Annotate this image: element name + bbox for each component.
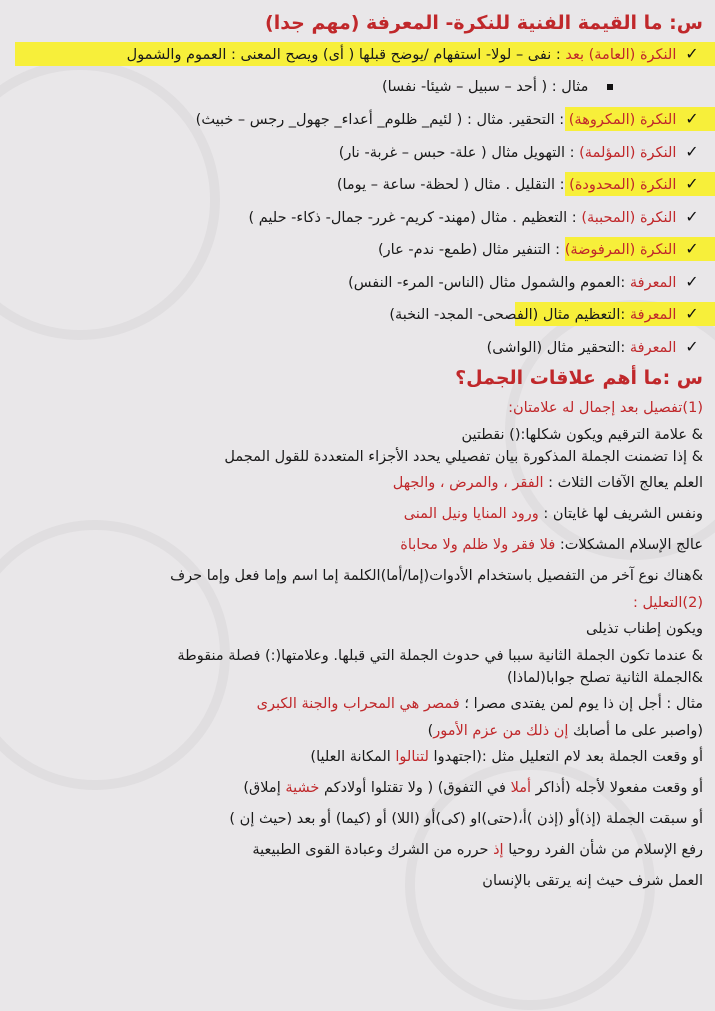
list-item [10,266,703,299]
checkmark-icon: ✓ [685,174,699,193]
list-item [10,38,703,71]
list-item [10,201,703,234]
item-text: : التقليل . مثال ( لحظة- ساعة – يوما) [336,177,565,193]
example-line [10,835,703,866]
item-text: :التعظيم مثال (الفصحى- المجد- النخبة) [389,307,626,323]
example-line [10,499,703,530]
subsection-title: (2)التعليل : [632,595,703,611]
example-line [10,720,703,742]
example-line [10,468,703,499]
item-text: :التحقير مثال (الواشى) [486,339,626,356]
example-highlight: إذ [493,842,504,858]
subsection-title: (1)تفصيل بعد إجمال له علامتان: [508,400,703,416]
list-item [10,103,703,136]
square-bullet-icon [607,84,613,90]
example-highlight: لتنالوا [395,749,429,765]
example-text: (واصبر على ما أصابك [568,723,703,739]
example-text: ) [427,723,434,739]
item-label: النكرة (المرفوضة) [564,242,677,258]
example-highlight: فلا فقر ولا ظلم ولا محاباة [400,537,556,553]
item-label: المعرفة [629,274,677,291]
example-text: إملاق) [243,780,286,796]
item-label: المعرفة [629,307,677,323]
list-item-example [10,71,703,104]
example-highlight: إن ذلك من عزم الأمور [433,723,569,739]
rule-line: ويكون إطناب تذيلى [586,621,703,637]
checkmark-icon: ✓ [685,44,699,63]
checkmark-icon: ✓ [685,271,699,291]
question-2-title: س :ما أهم علاقات الجمل؟ [455,367,703,389]
example-text: مثال : أجل إن ذا يوم لمن يفتدى مصرا ؛ [459,696,703,712]
example-highlight: ورود المنايا ونيل المنى [403,506,539,522]
example-line [10,742,703,773]
item-label: المعرفة [629,339,677,356]
example-text: في التفوق) ( ولا تقتلوا أولادكم [319,780,511,796]
item-text: مثال : ( أحد – سبيل – شيئا- نفسا) [381,78,589,95]
example-highlight: أملا [510,780,532,796]
example-highlight: الفقر ، والمرض ، والجهل [392,475,544,491]
item-text: : التهويل مثال ( علة- حبس – غربة- نار) [338,144,575,161]
example-text: رفع الإسلام من شأن الفرد روحيا [503,842,703,858]
example-line [10,773,703,804]
rule-line: & عندما تكون الجملة الثانية سببا في حدوث الجملة التي قبلها. وعلامتها(:) فصلة منقوطة [177,648,703,664]
checkmark-icon: ✓ [685,336,699,356]
rule-line: &هناك نوع آخر من التفصيل باستخدام الأدوات(إما/أما)الكلمة إما اسم وإما فعل وإما حرف [170,568,703,584]
example-text: أو وقعت الجملة بعد لام التعليل مثل :(اجتهدوا [428,749,703,765]
rule-line: & علامة الترقيم ويكون شكلها:() نقطتين [461,427,703,443]
checkmark-icon: ✓ [685,141,699,161]
item-label: النكرة (المكروهة) [568,112,677,128]
checkmark-icon: ✓ [685,109,699,128]
list-item [10,233,703,266]
example-text: ونفس الشريف لها غايتان : [538,506,703,522]
sentence-relations-section [10,393,703,897]
item-label: النكرة (العامة) بعد [565,47,677,63]
example-line [10,689,703,720]
nakira-marifa-list [10,38,703,363]
rule-line: & إذا تضمنت الجملة المذكورة بيان تفصيلي يحدد الأجزاء المتعددة للقول المجمل [224,449,703,465]
list-item [10,168,703,201]
rule-line: &الجملة الثانية تصلح جوابا(لماذا) [506,670,703,686]
question-1-title: س: ما القيمة الفنية للنكرة- المعرفة (مهم جدا) [265,12,703,34]
example-line: العمل شرف حيث إنه يرتقى بالإنسان [482,873,703,889]
item-text: : التنفير مثال (طمع- ندم- عار) [378,242,561,258]
item-label: النكرة (المحببة) [581,209,677,226]
example-text: عالج الإسلام المشكلات: [555,537,703,553]
item-text: : نفى – لولا- استفهام /يوضح قبلها ( أى) ويصح المعنى : العموم والشمول [126,47,561,63]
item-text: : التعظيم . مثال (مهند- كريم- غرر- جمال- ذكاء- حليم ) [248,209,577,226]
item-text: :العموم والشمول مثال (الناس- المرء- النفس) [348,274,626,291]
example-highlight: خشية [285,780,320,796]
list-item [10,298,703,331]
item-label: النكرة (المحدودة) [569,177,677,193]
rule-line: أو سبقت الجملة (إذ)أو (إذن )أ،(حتى)او (كى)أو (اللا) أو (كيما) أو بعد (حيث إن ) [229,811,703,827]
checkmark-icon: ✓ [685,206,699,226]
example-text: أو وقعت مفعولا لأجله (أذاكر [531,780,703,796]
example-line [10,530,703,561]
checkmark-icon: ✓ [685,239,699,258]
example-highlight: فمصر هي المحراب والجنة الكبرى [256,696,460,712]
list-item [10,331,703,364]
example-text: العلم يعالج الآفات الثلاث : [543,475,703,491]
example-text: حرره من الشرك وعبادة القوى الطبيعية [252,842,494,858]
list-item [10,136,703,169]
item-label: النكرة (المؤلمة) [579,144,677,161]
example-text: المكانة العليا) [310,749,396,765]
checkmark-icon: ✓ [685,304,699,323]
item-text: : التحقير. مثال : ( لئيم_ ظلوم_ أعداء_ جهول_ رجس – خبيث) [195,112,565,128]
